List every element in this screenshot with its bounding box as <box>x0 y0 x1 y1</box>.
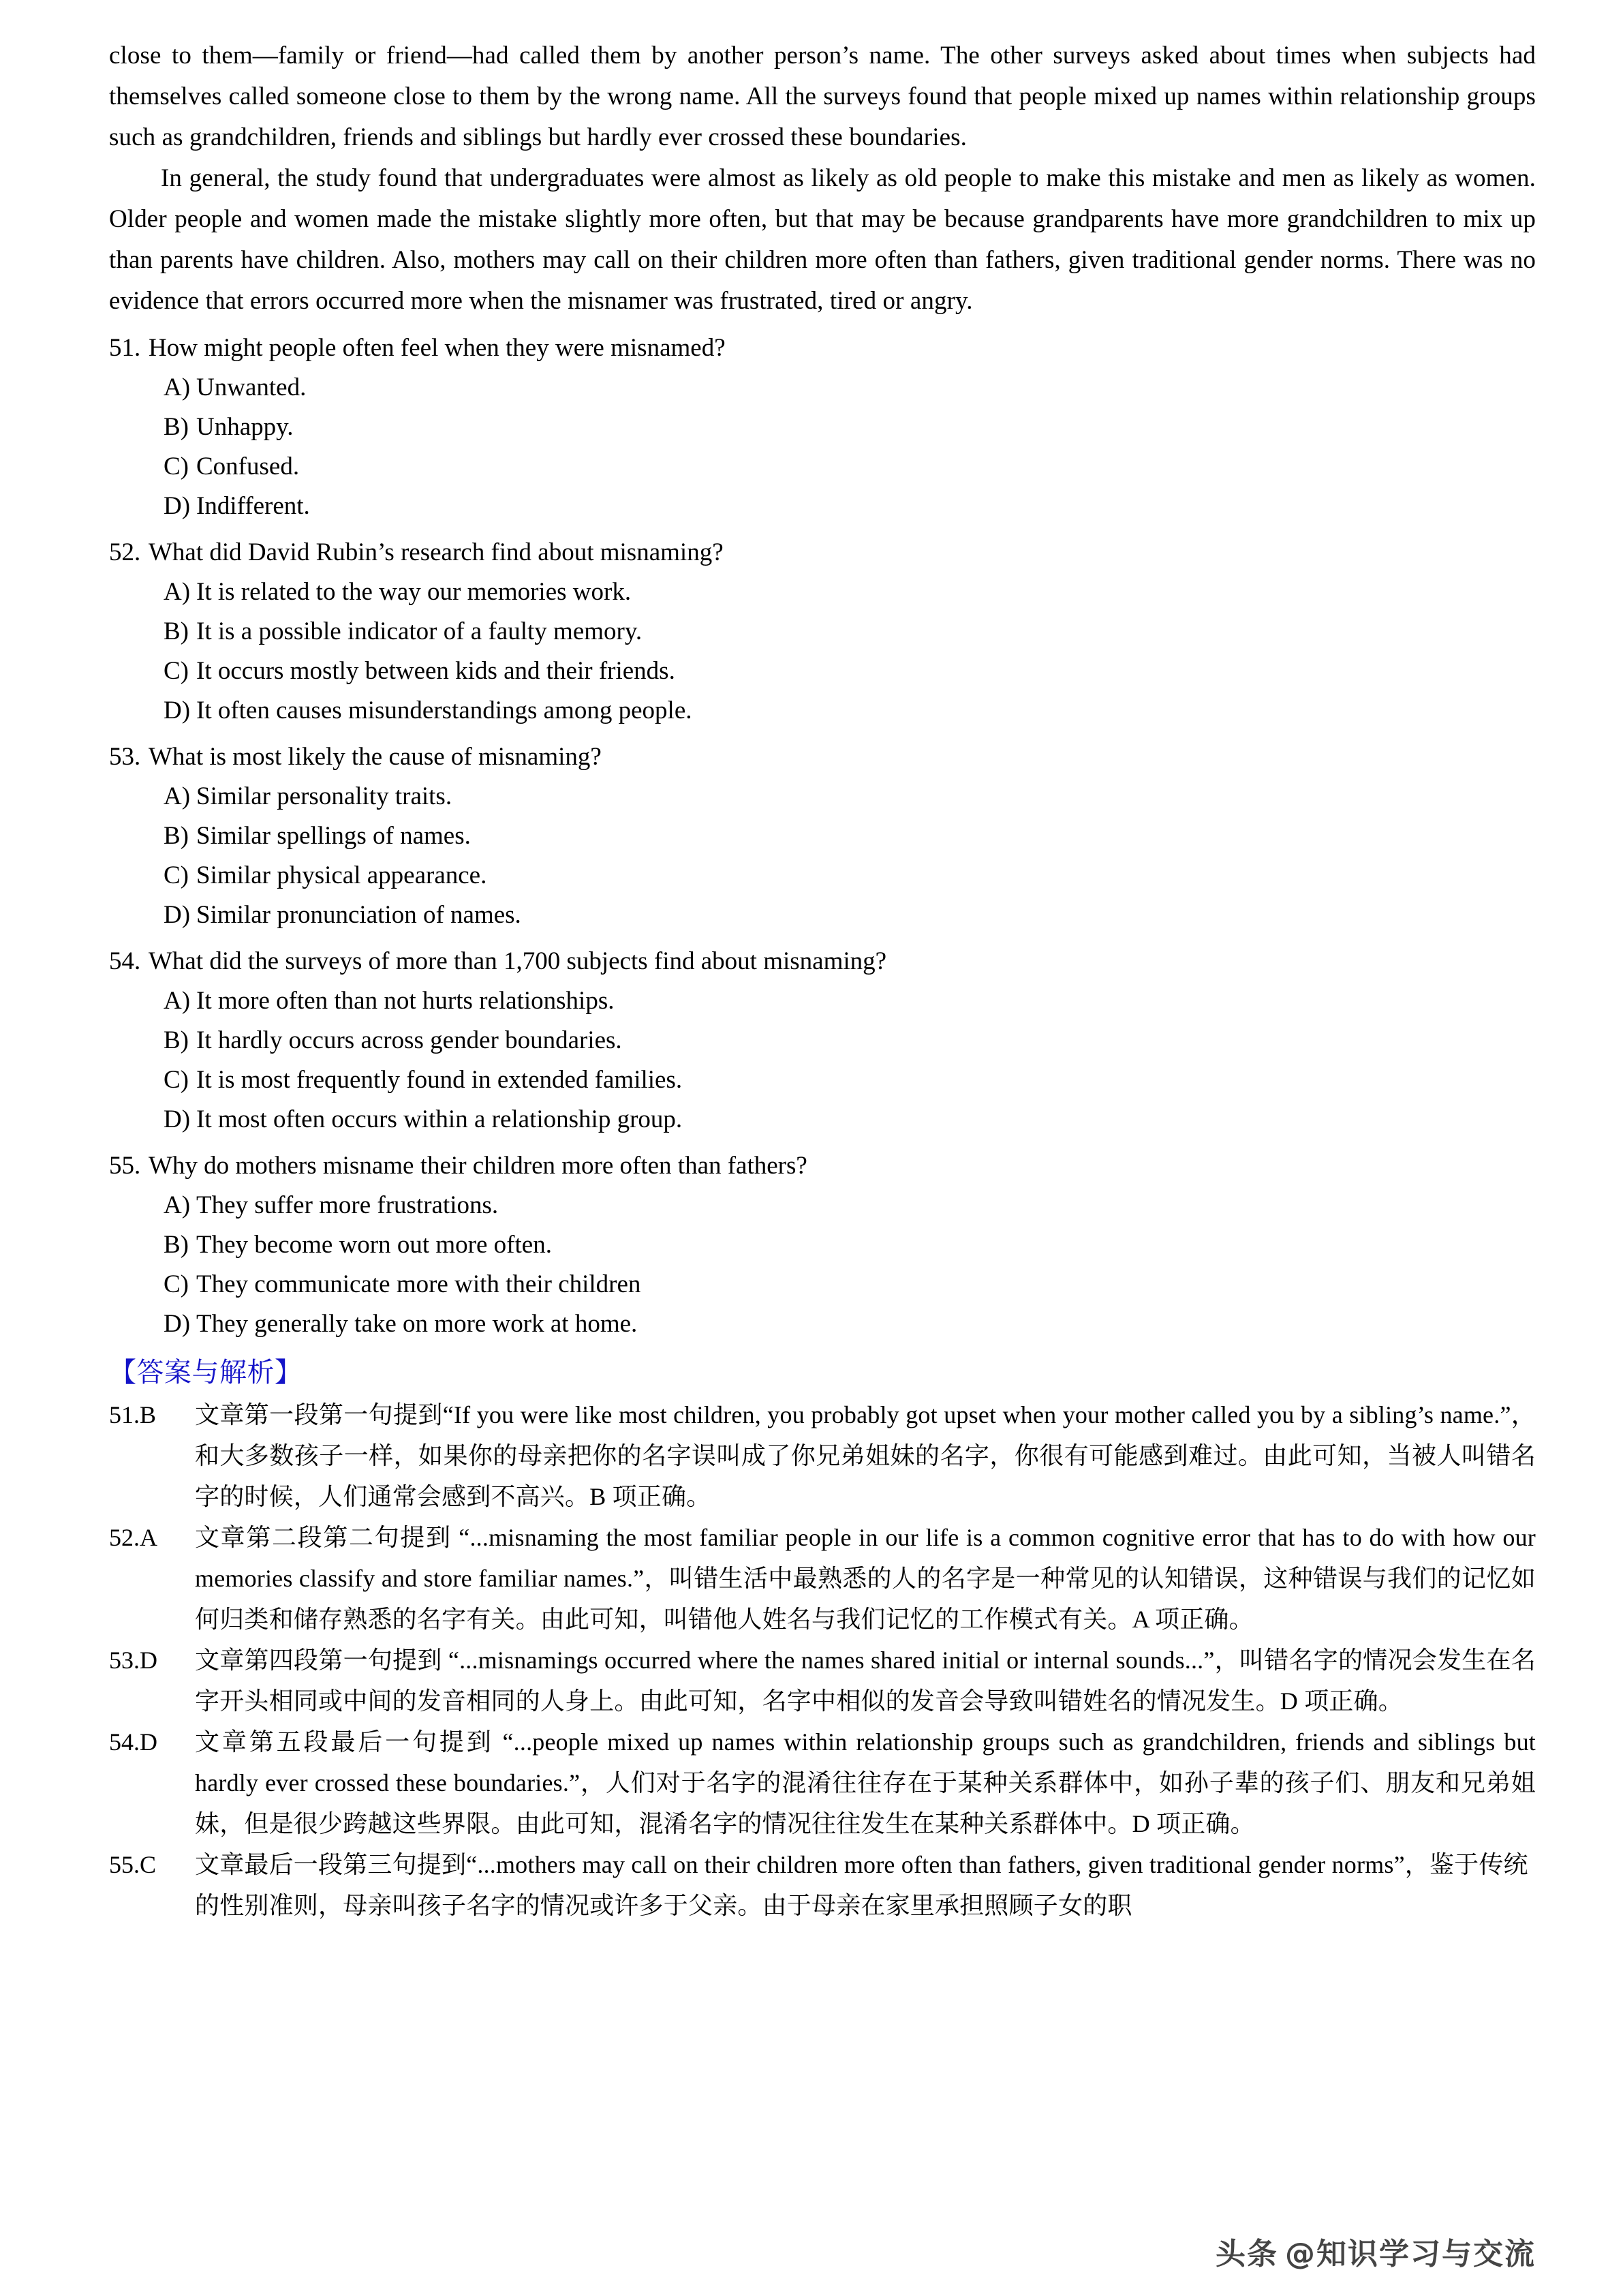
option-text: They communicate more with their children <box>196 1270 641 1298</box>
option-text: It most often occurs within a relationship group. <box>196 1105 683 1133</box>
question-53-text: What is most likely the cause of misnaming? <box>149 743 602 771</box>
option-label: C) <box>164 657 189 685</box>
answers-and-analysis-heading: 【答案与解析】 <box>109 1358 303 1388</box>
explanation-body: 文章最后一段第三句提到“...mothers may call on their children more often than fathers, given traditional gender norms”，鉴于传统的性别准则，母亲叫孩子名字的情况或许多于父亲。由于母亲在家里承担照顾子女的职 <box>195 1851 1528 1919</box>
option-text: Unhappy. <box>196 413 294 441</box>
option-label: B) <box>164 822 189 850</box>
option-text: It is related to the way our memories work. <box>196 578 632 606</box>
option-label: D) <box>164 901 191 929</box>
question-53-number: 53. <box>109 743 141 771</box>
explanation-54 <box>109 1721 1536 1844</box>
option-label: A) <box>164 782 191 810</box>
option-label: A) <box>164 373 191 401</box>
question-54 <box>109 942 1536 1139</box>
option-text: They generally take on more work at home. <box>196 1310 638 1338</box>
question-51-option-a[interactable] <box>109 368 1536 408</box>
question-52-number: 52. <box>109 538 141 566</box>
question-53-stem <box>109 737 1536 777</box>
explanation-body: 文章第二段第二句提到 “...misnaming the most familiar people in our life is a common cognitive error that has to do with how our memories classify and store familiar names.”，叫错生活中最熟悉的人的名字是一种常见的认知错误，这种错误与我们的记忆如何归类和储存熟悉的名字有关。由此可知，叫错他人姓名与我们记忆的工作模式有关。A 项正确。 <box>195 1524 1536 1633</box>
question-51-option-d[interactable] <box>109 487 1536 526</box>
explanation-key: 51.B <box>109 1401 157 1428</box>
question-55-option-a[interactable] <box>109 1186 1536 1225</box>
question-54-option-d[interactable] <box>109 1100 1536 1139</box>
questions-list <box>109 328 1536 1344</box>
question-53-option-c[interactable] <box>109 856 1536 896</box>
explanation-53 <box>109 1640 1536 1721</box>
question-52-option-d[interactable] <box>109 691 1536 731</box>
explanation-body: 文章第五段最后一句提到 “...people mixed up names within relationship groups such as grandchildren, friends and siblings but hardly ever crossed these boundaries.”，人们对于名字的混淆往往存在于某种关系群体中，如孙子辈的孩子们、朋友和兄弟姐妹，但是很少跨越这些界限。由此可知，混淆名字的情况往往发生在某种关系群体中。D 项正确。 <box>195 1728 1536 1837</box>
option-label: A) <box>164 578 191 606</box>
option-label: D) <box>164 697 191 724</box>
explanation-key: 52.A <box>109 1524 157 1551</box>
question-51-option-c[interactable] <box>109 447 1536 487</box>
explanation-52 <box>109 1517 1536 1640</box>
option-label: B) <box>164 617 189 645</box>
option-label: B) <box>164 413 189 441</box>
question-51-text: How might people often feel when they were misnamed? <box>149 334 726 362</box>
question-55-option-c[interactable] <box>109 1265 1536 1304</box>
option-label: C) <box>164 1066 189 1094</box>
question-52-option-a[interactable] <box>109 572 1536 612</box>
watermark-account: @知识学习与交流 <box>1285 2237 1536 2271</box>
question-55-number: 55. <box>109 1152 141 1180</box>
question-54-number: 54. <box>109 947 141 975</box>
option-text: It often causes misunderstandings among people. <box>196 697 692 724</box>
option-label: C) <box>164 1270 189 1298</box>
question-53-option-d[interactable] <box>109 896 1536 935</box>
question-55-option-d[interactable] <box>109 1304 1536 1344</box>
question-54-option-a[interactable] <box>109 981 1536 1021</box>
question-54-stem <box>109 942 1536 981</box>
option-label: D) <box>164 492 191 520</box>
question-51-number: 51. <box>109 334 141 362</box>
answers-and-analysis-list <box>109 1394 1536 1926</box>
option-text: Similar spellings of names. <box>196 822 471 850</box>
question-52-text: What did David Rubin’s research find about misnaming? <box>149 538 724 566</box>
option-text: Unwanted. <box>196 373 307 401</box>
option-label: D) <box>164 1310 191 1338</box>
question-55 <box>109 1146 1536 1344</box>
option-label: B) <box>164 1026 189 1054</box>
reading-passage <box>109 35 1536 322</box>
question-51-option-b[interactable] <box>109 408 1536 447</box>
explanation-51 <box>109 1394 1536 1517</box>
passage-paragraph-2: In general, the study found that undergraduates were almost as likely as old people to make this mistake and men as likely as women. Older people and women made the mistake slightly more often, but that may be because grandparents have more grandchildren to mix up than parents have children. Also, mothers may call on their children more often than fathers, given traditional gender norms. There was no evidence that errors occurred more when the misnamer was frustrated, tired or angry. <box>109 164 1536 315</box>
option-text: Confused. <box>196 453 300 480</box>
passage-paragraph-1: close to them—family or friend—had called them by another person’s name. The other surveys asked about times when subjects had themselves called someone close to them by the wrong name. All the surveys found that people mixed up names within relationship groups such as grandchildren, friends and siblings but hardly ever crossed these boundaries. <box>109 42 1536 151</box>
question-55-option-b[interactable] <box>109 1225 1536 1265</box>
question-54-text: What did the surveys of more than 1,700 subjects find about misnaming? <box>149 947 887 975</box>
explanation-key: 55.C <box>109 1851 157 1878</box>
question-52-stem <box>109 533 1536 572</box>
option-text: It is most frequently found in extended families. <box>196 1066 683 1094</box>
explanation-key: 54.D <box>109 1728 157 1756</box>
watermark <box>1216 2229 1536 2273</box>
question-53-option-a[interactable] <box>109 777 1536 816</box>
option-text: Similar pronunciation of names. <box>196 901 521 929</box>
question-52-option-b[interactable] <box>109 612 1536 652</box>
option-text: It is a possible indicator of a faulty memory. <box>196 617 643 645</box>
watermark-platform: 头条 <box>1216 2237 1278 2271</box>
option-text: Similar physical appearance. <box>196 861 487 889</box>
option-text: Indifferent. <box>196 492 310 520</box>
question-55-text: Why do mothers misname their children more often than fathers? <box>149 1152 807 1180</box>
option-text: Similar personality traits. <box>196 782 452 810</box>
question-51-stem <box>109 328 1536 368</box>
option-text: They become worn out more often. <box>196 1231 552 1259</box>
question-52 <box>109 533 1536 731</box>
option-label: C) <box>164 453 189 480</box>
option-text: They suffer more frustrations. <box>196 1191 499 1219</box>
option-label: D) <box>164 1105 191 1133</box>
question-54-option-b[interactable] <box>109 1021 1536 1060</box>
option-label: A) <box>164 1191 191 1219</box>
question-55-stem <box>109 1146 1536 1186</box>
explanation-body: 文章第四段第一句提到 “...misnamings occurred where the names shared initial or internal sounds...”，叫错名字的情况会发生在名字开头相同或中间的发音相同的人身上。由此可知，名字中相似的发音会导致叫错姓名的情况发生。D 项正确。 <box>195 1647 1536 1715</box>
option-label: A) <box>164 987 191 1015</box>
explanation-body: 文章第一段第一句提到“If you were like most children, you probably got upset when your mother called you by a sibling’s name.”，和大多数孩子一样，如果你的母亲把你的名字误叫成了你兄弟姐妹的名字，你很有可能感到难过。由此可知，当被人叫错名字的时候，人们通常会感到不高兴。B 项正确。 <box>195 1401 1536 1510</box>
option-label: C) <box>164 861 189 889</box>
question-53-option-b[interactable] <box>109 816 1536 856</box>
option-text: It more often than not hurts relationships. <box>196 987 615 1015</box>
option-text: It occurs mostly between kids and their friends. <box>196 657 675 685</box>
question-53 <box>109 737 1536 935</box>
question-51 <box>109 328 1536 526</box>
explanation-key: 53.D <box>109 1647 157 1674</box>
question-54-option-c[interactable] <box>109 1060 1536 1100</box>
option-label: B) <box>164 1231 189 1259</box>
option-text: It hardly occurs across gender boundaries. <box>196 1026 622 1054</box>
question-52-option-c[interactable] <box>109 652 1536 691</box>
explanation-55 <box>109 1844 1536 1926</box>
